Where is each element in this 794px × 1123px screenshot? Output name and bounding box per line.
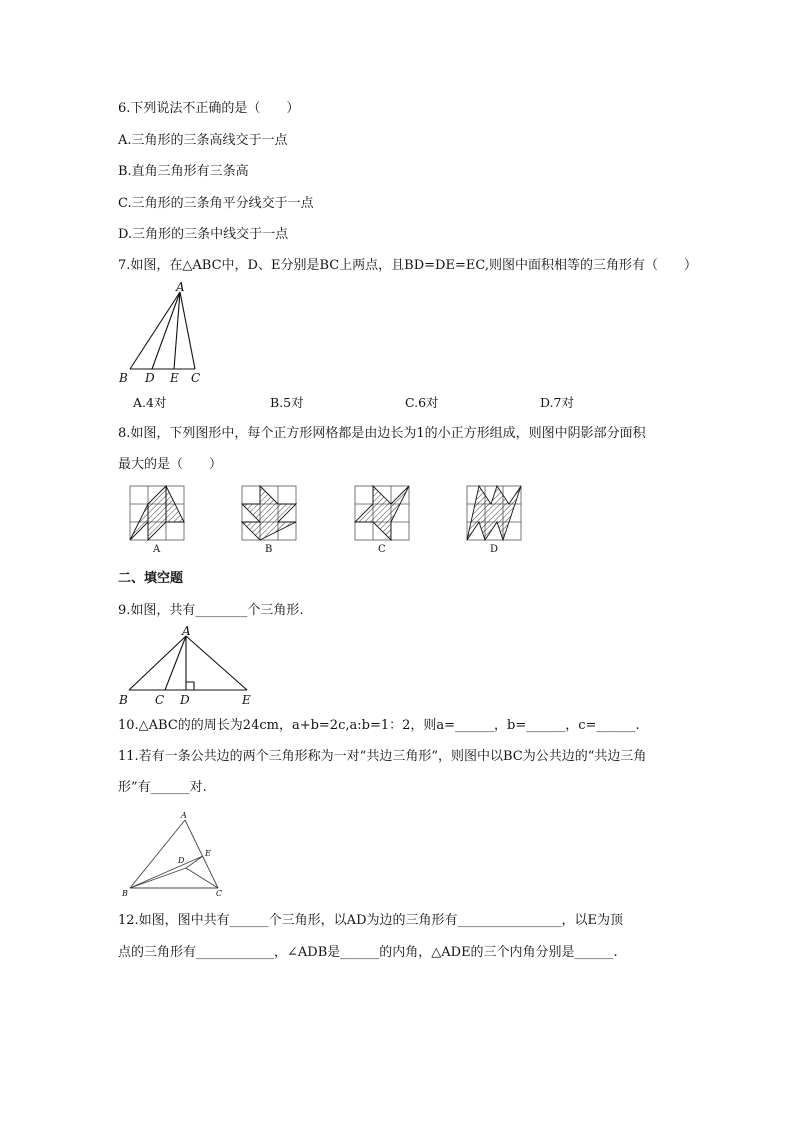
q7-label-b: B	[119, 371, 128, 385]
q11-figure	[118, 808, 230, 898]
q8-label-d: D	[490, 544, 499, 555]
q10-stem: 10.△ABC的的周长为24cm，a+b=2c,a:b=1：2，则a=______，b=______，c=______.	[118, 718, 640, 733]
q11-label-a: A	[181, 811, 187, 820]
q8-figure-d	[467, 486, 523, 558]
q12-stem-line1: 12.如图，图中共有______个三角形，以AD为边的三角形有________________，以E为顶	[118, 913, 623, 928]
q9-label-d: D	[180, 693, 190, 707]
q11-label-b: B	[122, 889, 128, 898]
q7-stem: 7.如图，在△ABC中，D、E分别是BC上两点，且BD=DE=EC,则图中面积相等的三角形有（ ）	[118, 258, 697, 273]
q9-figure	[115, 622, 265, 708]
q7-label-d: D	[145, 371, 155, 385]
q6-stem: 6.下列说法不正确的是（ ）	[118, 101, 300, 116]
q7-triangle-lines	[130, 292, 195, 369]
q11-stem-line2: 形”有______对.	[118, 780, 207, 795]
q7-option-b: B.5对	[270, 395, 304, 410]
q7-label-e: E	[170, 371, 179, 385]
q8-c-shade	[355, 486, 409, 540]
q9-label-b: B	[119, 693, 128, 707]
q8-d-shade	[467, 486, 521, 540]
q6-option-d: D.三角形的三条中线交于一点	[118, 227, 289, 242]
q9-stem: 9.如图，共有________个三角形.	[118, 603, 304, 618]
q8-stem-line1: 8.如图，下列图形中，每个正方形网格都是由边长为1的小正方形组成，则图中阴影部分面积	[118, 426, 646, 441]
q11-label-c: C	[216, 889, 223, 898]
q6-option-b: B.直角三角形有三条高	[118, 164, 249, 179]
q7-label-a: A	[176, 280, 185, 294]
section-title: 二、填空题	[118, 571, 184, 586]
q8-stem-line2: 最大的是（ ）	[118, 457, 223, 472]
q8-label-b: B	[265, 544, 273, 555]
q7-label-c: C	[191, 371, 201, 385]
q8-figure-b	[242, 486, 298, 558]
q7-option-a: A.4对	[133, 395, 167, 410]
q7-option-c: C.6对	[405, 395, 439, 410]
q8-figure-c	[355, 486, 411, 558]
q8-figure-a	[130, 486, 186, 558]
q9-label-c: C	[155, 693, 165, 707]
q6-option-c: C.三角形的三条角平分线交于一点	[118, 196, 314, 211]
q8-a-shade-3	[148, 486, 166, 540]
q7-figure	[115, 280, 215, 390]
q8-b-shade	[242, 486, 296, 540]
q6-option-a: A.三角形的三条高线交于一点	[118, 133, 288, 148]
q12-stem-line2: 点的三角形有____________，∠ADB是______的内角，△ADE的三个内角分别是______.	[118, 945, 618, 960]
q11-label-d: D	[178, 856, 185, 865]
q9-label-e: E	[242, 693, 251, 707]
q8-label-a: A	[153, 544, 161, 555]
q9-label-a: A	[182, 624, 191, 638]
q11-label-e: E	[205, 849, 211, 858]
q8-label-c: C	[378, 544, 386, 555]
q7-option-d: D.7对	[540, 395, 575, 410]
q11-stem-line1: 11.若有一条公共边的两个三角形称为一对“共边三角形”，则图中以BC为公共边的“共边三角	[118, 749, 647, 764]
